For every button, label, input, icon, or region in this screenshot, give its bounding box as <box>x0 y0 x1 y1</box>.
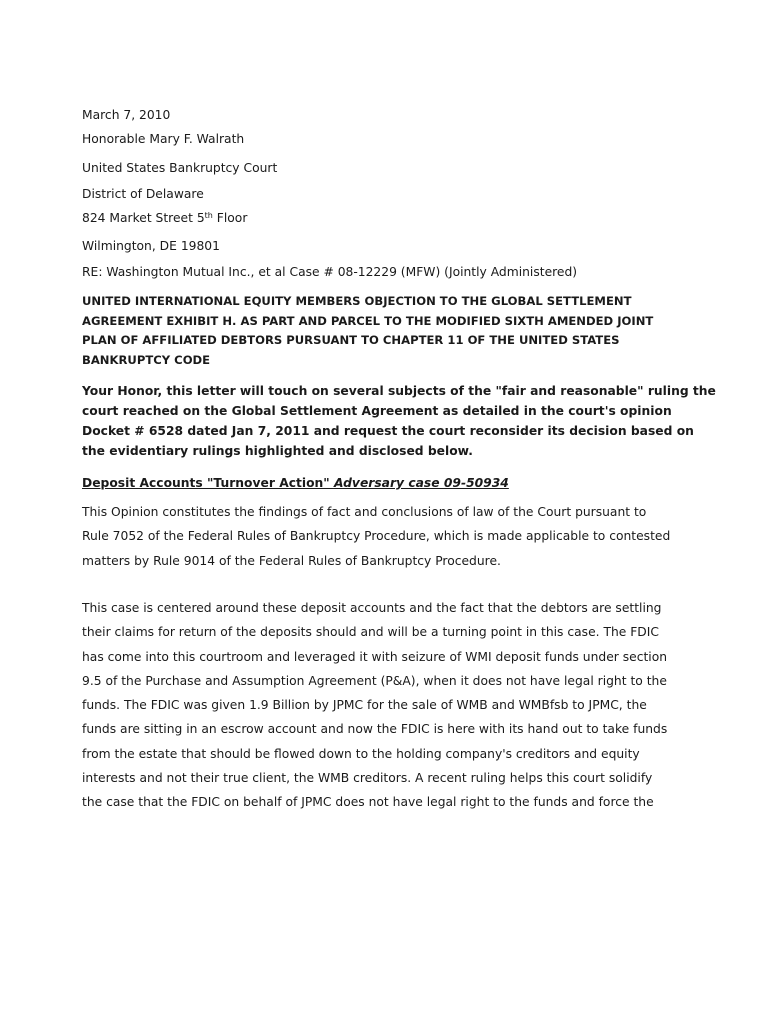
paragraph-line: from the estate that should be flowed down to the holding company's creditors and equity <box>82 746 640 761</box>
intro-line: court reached on the Global Settlement Agreement as detailed in the court's opinion <box>82 404 672 418</box>
street-prefix: 824 Market Street 5 <box>82 211 205 225</box>
paragraph-line: funds. The FDIC was given 1.9 Billion by JPMC for the sale of WMB and WMBfsb to JPMC, the <box>82 698 647 713</box>
paragraph-line: interests and not their true client, the WMB creditors. A recent ruling helps this court solidify <box>82 771 653 786</box>
section-heading-plain: Deposit Accounts "Turnover Action" <box>82 476 334 490</box>
paragraph-line: funds are sitting in an escrow account and now the FDIC is here with its hand out to take funds <box>82 722 668 737</box>
objection-line: UNITED INTERNATIONAL EQUITY MEMBERS OBJECTION TO THE GLOBAL SETTLEMENT <box>82 294 632 308</box>
intro-line: the evidentiary rulings highlighted and disclosed below. <box>82 444 473 458</box>
court-name: United States Bankruptcy Court <box>82 161 278 175</box>
re-line: RE: Washington Mutual Inc., et al Case # 08-12229 (MFW) (Jointly Administered) <box>82 265 578 279</box>
objection-title <box>82 292 654 371</box>
intro-paragraph <box>82 381 716 461</box>
paragraph-line: the case that the FDIC on behalf of JPMC does not have legal right to the funds and force the <box>82 795 654 810</box>
section-heading <box>82 474 509 492</box>
intro-line: Your Honor, this letter will touch on several subjects of the "fair and reasonable" ruling the <box>82 384 716 398</box>
court-street <box>82 210 247 226</box>
deposit-paragraph <box>82 596 682 815</box>
paragraph-line: their claims for return of the deposits should and will be a turning point in this case. The FDIC <box>82 625 659 640</box>
intro-line: Docket # 6528 dated Jan 7, 2011 and request the court reconsider its decision based on <box>82 424 694 438</box>
objection-line: BANKRUPTCY CODE <box>82 353 211 368</box>
paragraph-line: This case is centered around these deposit accounts and the fact that the debtors are settling <box>82 601 662 615</box>
court-district: District of Delaware <box>82 187 204 201</box>
court-city: Wilmington, DE 19801 <box>82 239 220 253</box>
paragraph-line: matters by Rule 9014 of the Federal Rules of Bankruptcy Procedure. <box>82 553 501 568</box>
paragraph-line: has come into this courtroom and leveraged it with seizure of WMI deposit funds under section <box>82 649 668 664</box>
letter-date: March 7, 2010 <box>82 108 171 122</box>
street-suffix: Floor <box>212 211 248 225</box>
street-ordinal-suffix: th <box>204 211 213 220</box>
objection-line: PLAN OF AFFILIATED DEBTORS PURSUANT TO CHAPTER 11 OF THE UNITED STATES <box>82 333 620 348</box>
recipient-name: Honorable Mary F. Walrath <box>82 132 245 146</box>
section-heading-italic: Adversary case 09-50934 <box>333 476 509 490</box>
paragraph-line: This Opinion constitutes the findings of fact and conclusions of law of the Court pursuant to <box>82 505 647 519</box>
objection-line: AGREEMENT EXHIBIT H. AS PART AND PARCEL TO THE MODIFIED SIXTH AMENDED JOINT <box>82 313 654 328</box>
paragraph-line: 9.5 of the Purchase and Assumption Agreement (P&A), when it does not have legal right to the <box>82 673 667 688</box>
paragraph-line: Rule 7052 of the Federal Rules of Bankruptcy Procedure, which is made applicable to contested <box>82 529 671 544</box>
opinion-paragraph <box>82 500 682 573</box>
